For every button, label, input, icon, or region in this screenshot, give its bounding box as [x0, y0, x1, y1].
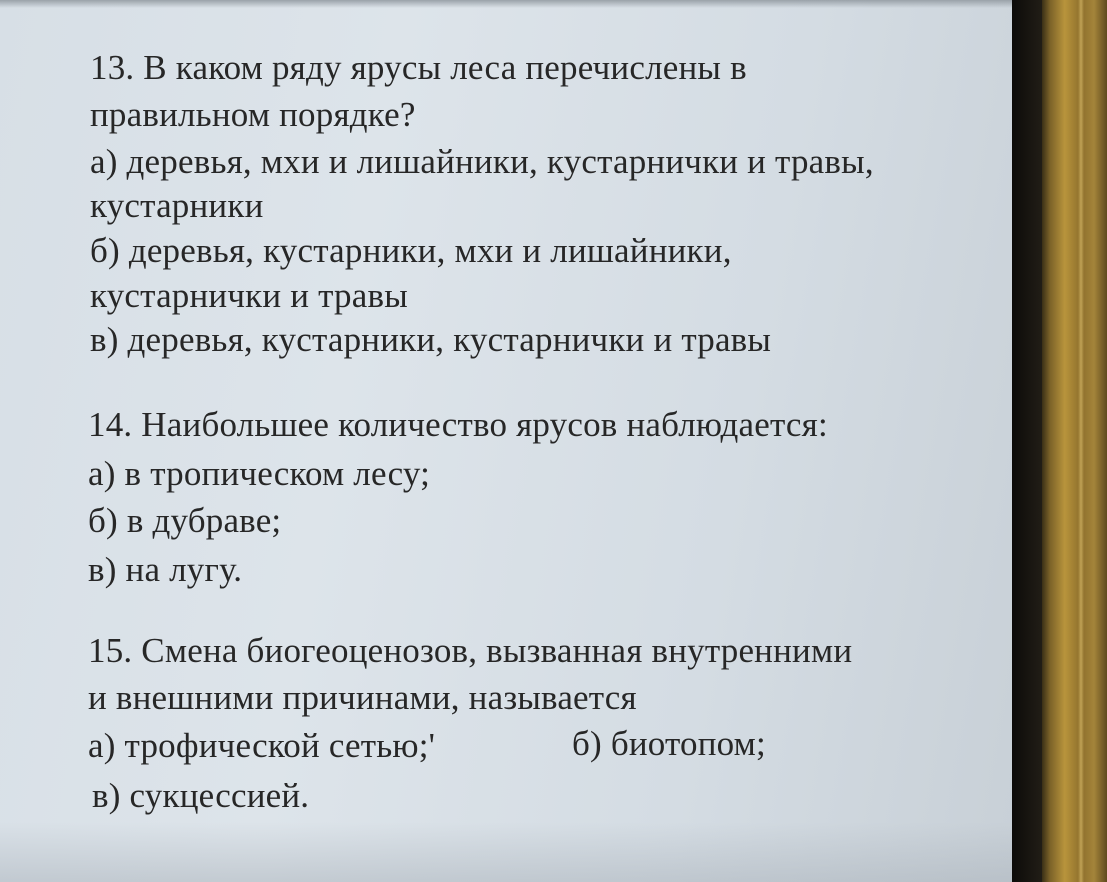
question-13-title-line-1: 13. В каком ряду ярусы леса перечислены в [90, 48, 747, 87]
question-13-option-a-line-1: а) деревья, мхи и лишайники, кустарнички и травы, [90, 142, 874, 181]
bottom-shade [0, 822, 1012, 882]
question-14-option-b: б) в дубраве; [88, 501, 282, 540]
question-13-title-line-2: правильном порядке? [90, 95, 416, 134]
top-shadow [0, 0, 1012, 8]
question-13-option-a-line-2: кустарники [90, 186, 264, 225]
question-15-title-line-2: и внешними причинами, называется [88, 678, 637, 717]
question-15-option-b: б) биотопом; [572, 724, 766, 763]
question-14-option-c: в) на лугу. [88, 550, 243, 589]
question-13-option-b-line-2: кустарнички и травы [90, 276, 408, 315]
question-15-option-c: в) сукцессией. [92, 776, 310, 815]
device-frame [1042, 0, 1107, 882]
question-14-option-a: а) в тропическом лесу; [88, 454, 431, 493]
question-15-option-a: а) трофической сетью;' [88, 726, 436, 765]
question-14-title: 14. Наибольшее количество ярусов наблюдается: [88, 405, 828, 444]
question-13-option-b-line-1: б) деревья, кустарники, мхи и лишайники, [90, 231, 732, 270]
question-15-title-line-1: 15. Смена биогеоценозов, вызванная внутренними [88, 631, 853, 670]
monitor-bezel [1012, 0, 1042, 882]
device-frame-highlight [1078, 0, 1084, 882]
question-13-option-c: в) деревья, кустарники, кустарнички и травы [90, 320, 772, 359]
